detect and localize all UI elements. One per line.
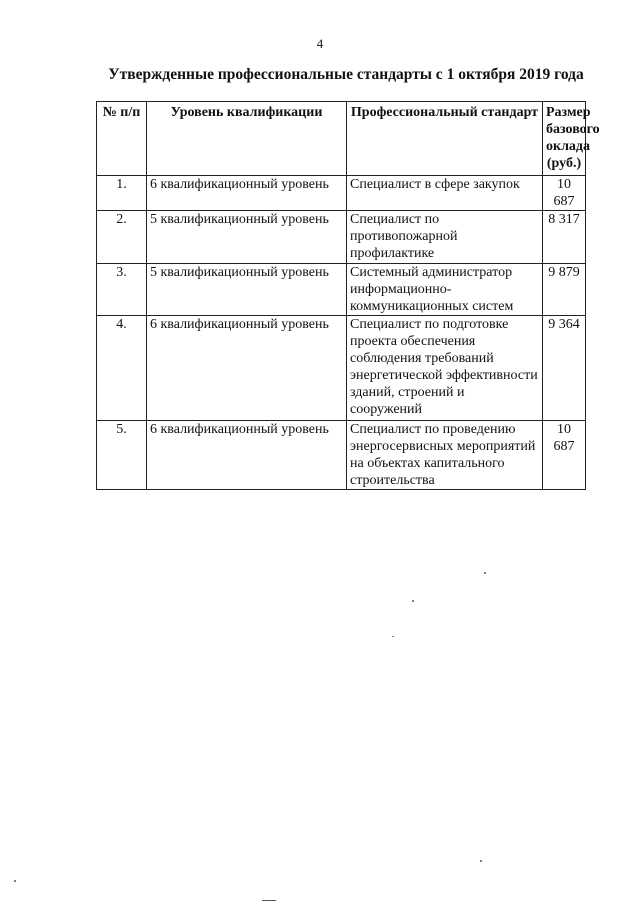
header-salary: Размер базового оклада (руб.) <box>543 102 586 176</box>
qualification-level: 5 квалификационный уровень <box>147 211 347 264</box>
row-number: 2. <box>97 211 147 264</box>
row-number: 5. <box>97 421 147 490</box>
row-number: 1. <box>97 176 147 211</box>
base-salary: 9 364 <box>543 316 586 421</box>
standards-table <box>96 101 600 490</box>
base-salary: 10 687 <box>543 421 586 490</box>
scan-speck <box>392 636 394 637</box>
header-num: № п/п <box>97 102 147 176</box>
table-row <box>97 421 586 490</box>
row-number: 4. <box>97 316 147 421</box>
table-row <box>97 211 586 264</box>
scan-speck <box>484 572 486 574</box>
table-row <box>97 176 586 211</box>
document-title: Утвержденные профессиональные стандарты с 1 октября 2019 года <box>108 66 584 83</box>
qualification-level: 5 квалификационный уровень <box>147 264 347 316</box>
table-header-row <box>97 102 586 176</box>
scan-speck <box>14 880 16 882</box>
professional-standard: Специалист по противопожарной профилактике <box>347 211 543 264</box>
qualification-level: 6 квалификационный уровень <box>147 176 347 211</box>
professional-standard: Специалист в сфере закупок <box>347 176 543 211</box>
base-salary: 8 317 <box>543 211 586 264</box>
header-standard: Профессиональный стандарт <box>347 102 543 176</box>
base-salary: 9 879 <box>543 264 586 316</box>
qualification-level: 6 квалификационный уровень <box>147 316 347 421</box>
professional-standard: Специалист по подготовке проекта обеспечения соблюдения требований энергетической эффективности зданий, строений и сооружений <box>347 316 543 421</box>
scan-speck <box>262 900 276 901</box>
header-level: Уровень квалификации <box>147 102 347 176</box>
scan-speck <box>412 600 414 602</box>
page-number: 4 <box>316 36 324 51</box>
scan-speck <box>480 860 482 862</box>
table-row <box>97 316 586 421</box>
professional-standard: Специалист по проведению энергосервисных мероприятий на объектах капитального строительства <box>347 421 543 490</box>
qualification-level: 6 квалификационный уровень <box>147 421 347 490</box>
table-row <box>97 264 586 316</box>
professional-standard: Системный администратор информационно-коммуникационных систем <box>347 264 543 316</box>
row-number: 3. <box>97 264 147 316</box>
base-salary: 10 687 <box>543 176 586 211</box>
